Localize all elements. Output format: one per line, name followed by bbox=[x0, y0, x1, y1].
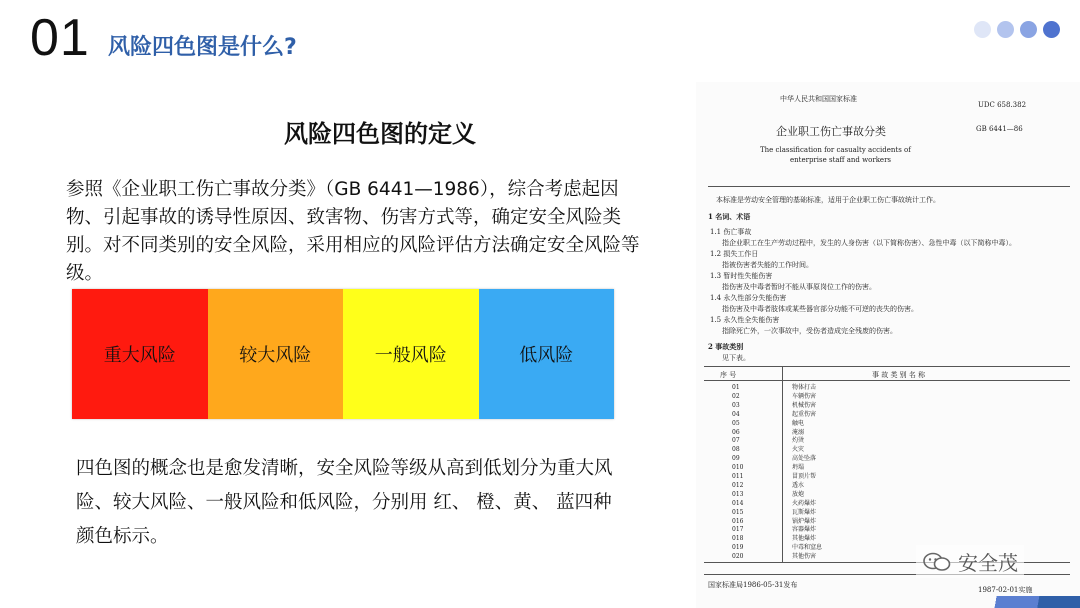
risk-color-bands bbox=[72, 289, 614, 419]
band-large-risk: 较大风险 bbox=[208, 289, 344, 419]
doc-title-en-1: The classification for casualty accidents of bbox=[760, 146, 911, 154]
doc-table-code: 09 bbox=[732, 455, 740, 463]
doc-table-name: 其他爆炸 bbox=[792, 535, 817, 543]
doc-table-name: 瓦斯爆炸 bbox=[792, 508, 817, 516]
doc-s1-4-text: 指伤害及中毒者肢体或某些器官部分功能不可逆的丧失的伤害。 bbox=[722, 305, 918, 313]
doc-title-en-2: enterprise staff and workers bbox=[790, 156, 892, 164]
doc-table-name: 起重伤害 bbox=[792, 410, 817, 418]
doc-udc: UDC 658.382 bbox=[978, 101, 1027, 109]
doc-table-col1: 序 号 bbox=[720, 371, 737, 379]
doc-header-line: 中华人民共和国国家标准 bbox=[780, 95, 857, 103]
slide-title: 风险四色图是什么? bbox=[108, 35, 297, 60]
doc-table-code: 014 bbox=[732, 499, 744, 507]
standard-document-image bbox=[696, 82, 1080, 608]
doc-table-name: 冒顶片帮 bbox=[792, 473, 817, 480]
doc-table-code: 018 bbox=[732, 535, 744, 543]
doc-title-cn: 企业职工伤亡事故分类 bbox=[776, 125, 886, 138]
doc-table-code: 017 bbox=[732, 526, 744, 534]
doc-table-code: 03 bbox=[732, 401, 740, 409]
doc-table-code: 019 bbox=[732, 544, 744, 552]
doc-s2: 2 事故类别 bbox=[708, 342, 744, 351]
doc-table-rule-top bbox=[704, 366, 1070, 367]
decorative-dots bbox=[974, 21, 1060, 38]
doc-table-name: 坍塌 bbox=[792, 464, 805, 472]
doc-table-name: 车辆伤害 bbox=[792, 392, 817, 400]
doc-table-name: 机械伤害 bbox=[792, 401, 817, 409]
doc-table-name: 淹溺 bbox=[792, 428, 805, 436]
band-low-risk: 低风险 bbox=[479, 289, 615, 419]
doc-table-name: 放炮 bbox=[792, 490, 805, 498]
bottom-accent bbox=[960, 596, 1080, 608]
levels-paragraph: 四色图的概念也是愈发清晰，安全风险等级从高到低划分为重大风险、较大风险、一般风险和低风险，分别用 红、 橙、黄、 蓝四种颜色标示。 bbox=[76, 458, 613, 547]
doc-s1-4: 1.4 永久性部分失能伤害 bbox=[710, 294, 787, 302]
doc-footer-left: 国家标准局1986-05-31发布 bbox=[708, 581, 798, 589]
doc-s1-1: 1.1 伤亡事故 bbox=[710, 228, 752, 236]
doc-s1-3: 1.3 暂时性失能伤害 bbox=[710, 272, 773, 280]
doc-table-code: 05 bbox=[732, 419, 740, 427]
doc-table-rule-head bbox=[704, 380, 1070, 381]
dot-3 bbox=[1020, 21, 1037, 38]
doc-table-code: 013 bbox=[732, 490, 744, 498]
doc-table-code: 015 bbox=[732, 508, 744, 516]
watermark-text: 安全茂 bbox=[958, 551, 1018, 575]
doc-table-name: 物体打击 bbox=[792, 384, 817, 391]
doc-gb: GB 6441—86 bbox=[976, 125, 1023, 133]
doc-table-code: 012 bbox=[732, 481, 744, 489]
doc-intro: 本标准是劳动安全管理的基础标准，适用于企业职工伤亡事故统计工作。 bbox=[716, 196, 940, 204]
doc-s1-3-text: 指伤害及中毒者暂时不能从事原岗位工作的伤害。 bbox=[722, 283, 876, 291]
dot-2 bbox=[997, 21, 1014, 38]
doc-s1-2-text: 指被伤害者失能的工作时间。 bbox=[722, 261, 813, 269]
doc-table-code: 01 bbox=[732, 384, 740, 391]
doc-table-code: 04 bbox=[732, 410, 740, 418]
watermark bbox=[916, 545, 1024, 578]
doc-table-col2: 事 故 类 别 名 称 bbox=[872, 371, 926, 379]
doc-table-name: 灼烫 bbox=[792, 437, 805, 445]
doc-rule-top bbox=[708, 186, 1070, 187]
doc-table-name: 锅炉爆炸 bbox=[792, 517, 817, 525]
doc-table-code: 07 bbox=[732, 437, 740, 445]
doc-s1-5: 1.5 永久性全失能伤害 bbox=[710, 316, 780, 324]
doc-table-code: 016 bbox=[732, 517, 744, 525]
doc-table-code: 011 bbox=[732, 473, 744, 480]
doc-table-code: 020 bbox=[732, 553, 744, 561]
doc-s1-5-text: 指除死亡外，一次事故中，受伤者造成完全残废的伤害。 bbox=[722, 327, 897, 335]
wechat-icon bbox=[922, 551, 952, 573]
definition-paragraph: 参照《企业职工伤亡事故分类》（GB 6441—1986），综合考虑起因物、引起事故的诱导性原因、致害物、伤害方式等，确定安全风险类别。对不同类别的安全风险，采用相应的风险评估方法确定安全风险等级。 bbox=[66, 179, 640, 284]
doc-table-code: 010 bbox=[732, 464, 744, 472]
dot-4 bbox=[1043, 21, 1060, 38]
doc-table-divider bbox=[782, 366, 783, 562]
doc-s1: 1 名词、术语 bbox=[708, 212, 751, 221]
band-major-risk: 重大风险 bbox=[72, 289, 208, 419]
doc-table-name: 触电 bbox=[792, 419, 805, 427]
doc-table-name: 火药爆炸 bbox=[792, 499, 817, 507]
doc-footer-right: 1987-02-01实施 bbox=[978, 586, 1033, 594]
doc-table-name: 火灾 bbox=[792, 446, 805, 454]
doc-table-code: 02 bbox=[732, 392, 740, 400]
doc-table-name: 容器爆炸 bbox=[792, 526, 817, 534]
doc-table-name: 高处坠落 bbox=[792, 455, 817, 463]
doc-table-name: 其他伤害 bbox=[792, 553, 817, 561]
doc-s2-text: 见下表。 bbox=[722, 354, 750, 362]
band-general-risk: 一般风险 bbox=[343, 289, 479, 419]
definition-heading: 风险四色图的定义 bbox=[284, 120, 476, 148]
doc-table-code: 08 bbox=[732, 446, 740, 454]
doc-s1-1-text: 指企业职工在生产劳动过程中，发生的人身伤害（以下简称伤害）、急性中毒（以下简称中毒）。 bbox=[722, 239, 1016, 247]
doc-table-name: 透水 bbox=[792, 481, 805, 489]
slide-number: 01 bbox=[30, 9, 90, 67]
doc-table-code: 06 bbox=[732, 428, 740, 436]
doc-table-name: 中毒和窒息 bbox=[792, 544, 823, 552]
doc-s1-2: 1.2 损失工作日 bbox=[710, 250, 759, 258]
dot-1 bbox=[974, 21, 991, 38]
